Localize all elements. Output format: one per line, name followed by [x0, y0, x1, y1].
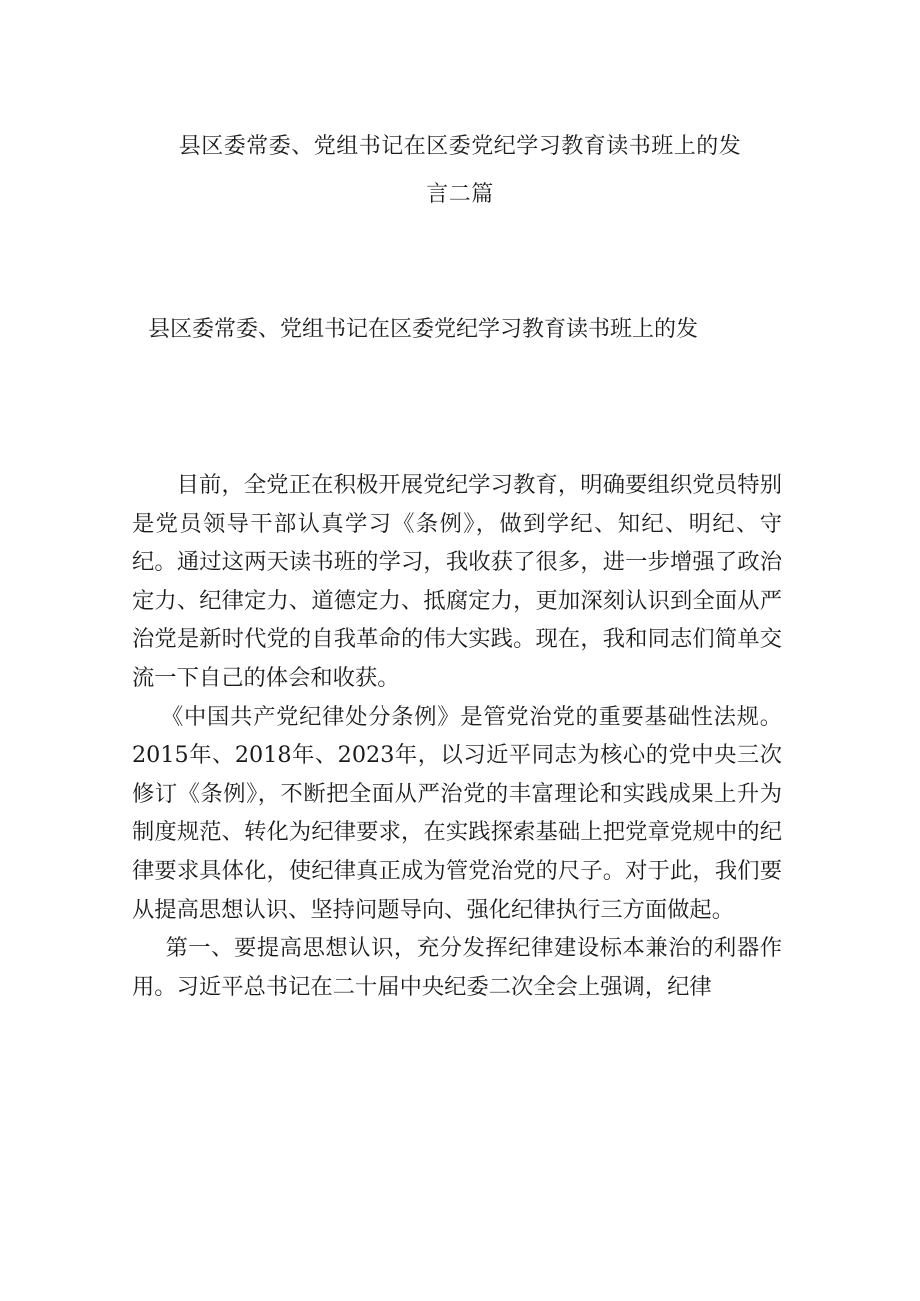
document-title-line-1: 县区委常委、党组书记在区委党纪学习教育读书班上的发	[178, 134, 742, 159]
paragraph-1: 目前，全党正在积极开展党纪学习教育，明确要组织党员特别是党员领导干部认真学习《条例》，做到学纪、知纪、明纪、守纪。通过这两天读书班的学习，我收获了很多，进一步增强了政治定力、纪律定力、道德定力、抵腐定力，更加深刻认识到全面从严治党是新时代党的自我革命的伟大实践。现在，我和同志们简单交流一下自己的体会和收获。	[132, 472, 782, 691]
document-body	[132, 466, 782, 1006]
paragraph-2: 《中国共产党纪律处分条例》是管党治党的重要基础性法规。2015年、2018年、2023年，以习近平同志为核心的党中央三次修订《条例》，不断把全面从严治党的丰富理论和实践成果上升为制度规范、转化为纪律要求，在实践探索基础上把党章党规中的纪律要求具体化，使纪律真正成为管党治党的尺子。对于此，我们要从提高思想认识、坚持问题导向、强化纪律执行三方面做起。	[132, 703, 782, 923]
paragraph-3: 第一、要提高思想认识，充分发挥纪律建设标本兼治的利器作用。习近平总书记在二十届中央纪委二次全会上强调，纪律	[132, 935, 782, 1000]
section-heading: 县区委常委、党组书记在区委党纪学习教育读书班上的发	[148, 317, 699, 342]
document-title-line-2: 言二篇	[426, 182, 494, 207]
